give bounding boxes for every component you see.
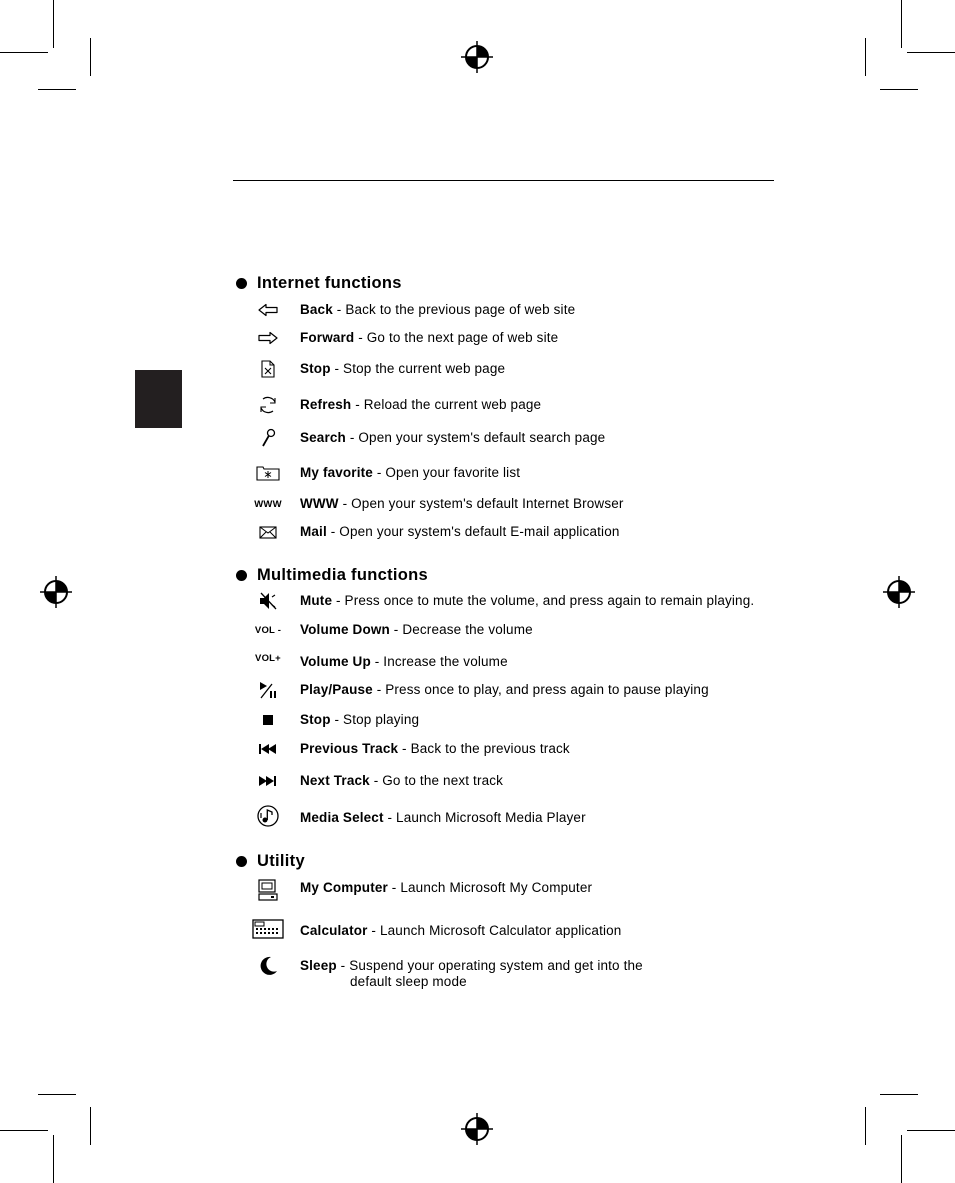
list-item-previous-track [252,738,812,762]
stop-icon [252,709,284,731]
list-item-www [252,493,812,517]
item-description: - Stop the current web page [330,361,506,376]
mail-icon [252,521,284,543]
item-description: - Open your system's default E-mail application [326,524,620,539]
crop-mark [0,52,48,53]
volume-down-label: VOL - [254,624,282,636]
section-title: Internet functions [257,273,402,292]
item-name: WWW [300,496,339,511]
section-heading-internet [236,273,402,293]
item-name: Stop [300,361,331,376]
item-name: Stop [300,712,331,727]
favorite-folder-icon [252,462,284,484]
list-item-stop-playing [252,709,812,733]
item-description: - Stop playing [330,712,420,727]
list-item-my-computer [252,877,812,901]
back-arrow-icon [252,299,284,321]
volume-up-icon [252,647,284,669]
item-description: - Back to the previous track [398,741,570,756]
registration-mark-icon [461,1113,493,1145]
www-icon [252,493,284,515]
item-description: - Suspend your operating system and get into the [336,958,643,973]
list-item-volume-up [252,647,812,671]
list-item-next-track [252,770,812,794]
refresh-icon [252,394,284,416]
section-heading-multimedia [236,565,428,585]
section-title: Utility [257,851,305,870]
item-description: - Press once to play, and press again to pause playing [372,682,709,697]
crop-mark [907,52,955,53]
next-track-icon [252,770,284,792]
item-name: My favorite [300,465,373,480]
item-name: Refresh [300,397,352,412]
header-rule [233,180,774,181]
item-description: - Press once to mute the volume, and press again to remain playing. [332,593,755,608]
list-item-play-pause [252,679,812,703]
item-description: - Launch Microsoft Calculator application [367,923,622,938]
crop-mark [907,1130,955,1131]
crop-mark [90,1107,91,1145]
item-name: Sleep [300,958,337,973]
registration-mark-icon [461,41,493,73]
list-item-search [252,427,812,451]
item-description: - Open your system's default Internet Browser [338,496,624,511]
item-name: Volume Down [300,622,390,637]
crop-mark [901,0,902,48]
item-name: Next Track [300,773,370,788]
crop-mark [53,1135,54,1183]
item-description: - Decrease the volume [389,622,533,637]
mute-icon [252,590,284,612]
list-item-refresh [252,394,812,418]
play-pause-icon [252,679,284,701]
forward-arrow-icon [252,327,284,349]
section-title: Multimedia functions [257,565,428,584]
item-description: - Open your favorite list [372,465,521,480]
registration-mark-icon [40,576,72,608]
crop-mark [38,89,76,90]
calculator-icon [252,918,284,940]
registration-mark-icon [883,576,915,608]
list-item-media-select [252,805,812,829]
item-description: - Open your system's default search page [345,430,606,445]
item-name: Back [300,302,333,317]
list-item-favorite [252,462,812,486]
list-item-stop-page [252,358,812,382]
item-description: - Increase the volume [370,654,508,669]
item-name: Play/Pause [300,682,373,697]
item-description: - Launch Microsoft My Computer [387,880,593,895]
search-icon [252,427,284,449]
item-description: - Back to the previous page of web site [332,302,576,317]
sleep-moon-icon [252,955,284,977]
item-name: Mute [300,593,333,608]
crop-mark [880,89,918,90]
crop-mark [865,38,866,76]
volume-up-label: VOL+ [255,652,281,664]
crop-mark [901,1135,902,1183]
crop-mark [90,38,91,76]
previous-track-icon [252,738,284,760]
item-description: - Go to the next page of web site [354,330,559,345]
www-icon-label: WWW [254,498,282,510]
item-name: Search [300,430,346,445]
crop-mark [880,1094,918,1095]
volume-down-icon [252,619,284,641]
list-item-mute [252,590,812,614]
item-name: Previous Track [300,741,399,756]
list-item-calculator [252,918,812,942]
crop-mark [53,0,54,48]
bullet-icon [236,278,247,289]
bullet-icon [236,570,247,581]
section-heading-utility [236,851,305,871]
crop-mark [865,1107,866,1145]
item-description: - Launch Microsoft Media Player [383,810,586,825]
crop-mark [0,1130,48,1131]
item-name: Media Select [300,810,384,825]
item-name: Forward [300,330,355,345]
section-tab-marker [135,370,182,428]
stop-page-icon [252,358,284,380]
item-name: Mail [300,524,327,539]
item-name: My Computer [300,880,388,895]
item-description: - Go to the next track [369,773,504,788]
list-item-volume-down [252,619,812,643]
bullet-icon [236,856,247,867]
list-item-back [252,299,812,323]
item-description-continued: default sleep mode [350,974,467,989]
item-description: - Reload the current web page [351,397,542,412]
list-item-forward [252,327,812,351]
list-item-sleep [252,955,812,995]
item-name: Calculator [300,923,368,938]
crop-mark [38,1094,76,1095]
item-name: Volume Up [300,654,371,669]
my-computer-icon [252,877,284,903]
list-item-mail [252,521,812,545]
media-select-icon [252,805,284,827]
